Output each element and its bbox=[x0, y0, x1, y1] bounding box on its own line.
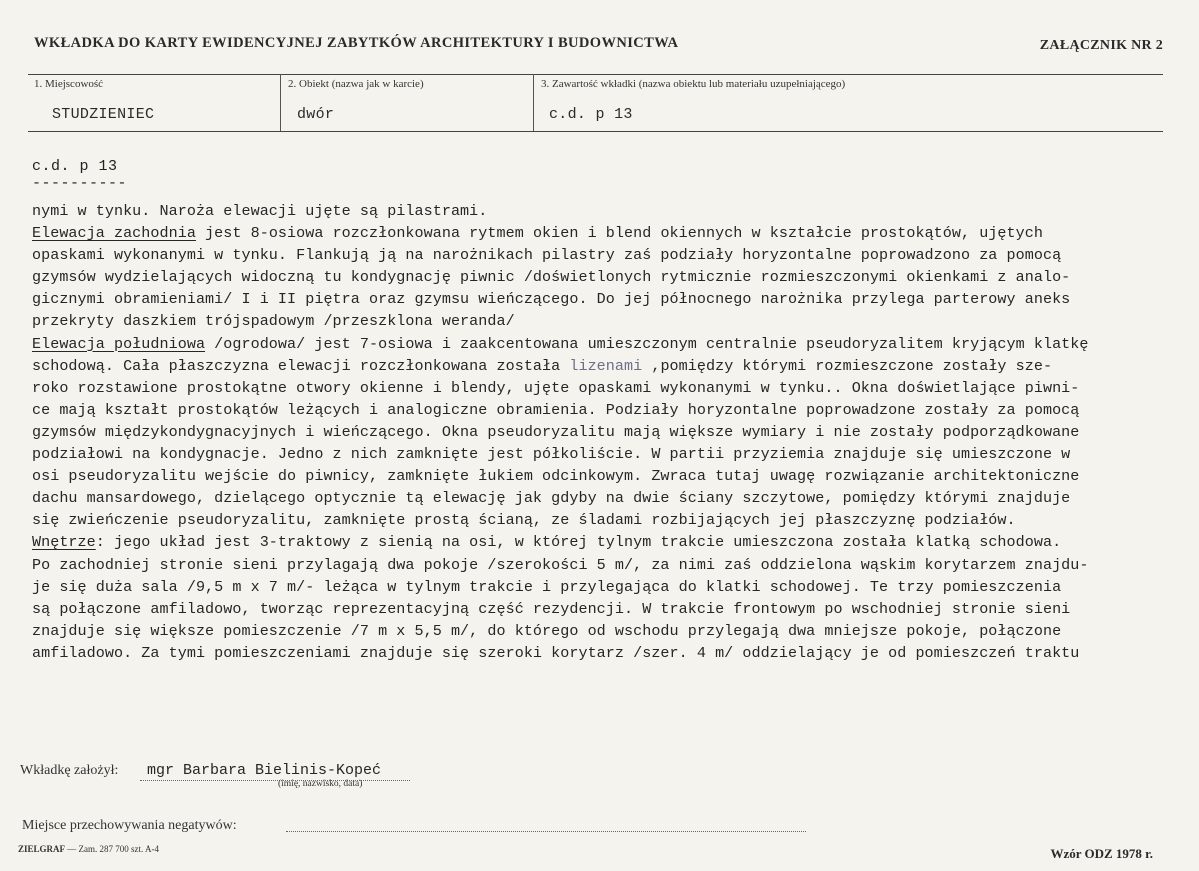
text-segment: dachu mansardowego, dzielącego optycznie tą elewację jak gdyby na dwie ściany szczytowe, pomiędzy którymi znajduje bbox=[32, 489, 1071, 508]
text-line bbox=[32, 266, 1192, 288]
locality-label: 1. Miejscowość bbox=[34, 78, 104, 90]
text-line bbox=[32, 244, 1192, 266]
negatives-dotted-line bbox=[286, 831, 806, 832]
text-segment: ce mają kształt prostokątów leżących i analogiczne obramienia. Podziały horyzontalne poprowadzone zostały za pomocą bbox=[32, 400, 1080, 419]
printer-imprint bbox=[18, 844, 159, 854]
object-value: dwór bbox=[297, 106, 335, 123]
text-segment: gzymsów wydzielających widoczną tu kondygnację piwnic /doświetlonych rytmicznie rozmieszczonymi okienkami z analo- bbox=[32, 268, 1071, 287]
text-line bbox=[32, 531, 1192, 553]
text-line bbox=[32, 288, 1192, 310]
text-segment: amfiladowo. Za tymi pomieszczeniami znajduje się szeroki korytarz /szer. 4 m/ oddzielający je od pomieszczeń traktu bbox=[32, 643, 1080, 662]
text-line bbox=[32, 642, 1192, 664]
text-segment: osi pseudoryzalitu wejście do piwnicy, zamknięte łukiem odcinkowym. Zwraca tutaj uwagę rozwiązanie architektoniczne bbox=[32, 467, 1080, 486]
attachment-number: ZAŁĄCZNIK NR 2 bbox=[1039, 38, 1163, 53]
text-segment: nymi w tynku. Naroża elewacji ujęte są pilastrami. bbox=[32, 202, 488, 220]
field-divider-1 bbox=[280, 74, 281, 131]
form-version: Wzór ODZ 1978 r. bbox=[1050, 846, 1153, 861]
text-segment: opaskami wykonanymi w tynku. Flankują ją na narożnikach pilastry zaś podziały horyzontalne poprowadzono za pomocą bbox=[32, 246, 1062, 265]
text-segment: gicznymi obramieniami/ I i II piętra oraz gzymsu wieńczącego. Do jej północnego narożnika przylega parterowy aneks bbox=[32, 290, 1071, 309]
text-line bbox=[32, 222, 1192, 244]
section-heading: Elewacja zachodnia bbox=[32, 224, 196, 243]
text-segment: ,pomiędzy którymi rozmieszczone zostały sze- bbox=[642, 356, 1053, 375]
text-segment: schodową. Cała płaszczyzna elewacji rozczłonkowana została bbox=[32, 356, 570, 375]
description-text bbox=[32, 200, 1192, 664]
header-top-rule bbox=[28, 74, 1163, 75]
text-segment: się zwieńczenie pseudoryzalitu, zamknięte prostą ścianą, ze śladami rozbijających jej płaszczyznę podziałów. bbox=[32, 511, 1016, 530]
text-segment: /ogrodowa/ jest 7-osiowa i zaakcentowana umieszczonym centralnie pseudoryzalitem kryjącym klatkę bbox=[205, 334, 1089, 353]
continuation-heading-underline: ---------- bbox=[32, 175, 128, 192]
author-dotted-line bbox=[140, 780, 410, 781]
insert-content-value: c.d. p 13 bbox=[549, 106, 633, 123]
text-line bbox=[32, 355, 1192, 377]
locality-value: STUDZIENIEC bbox=[52, 106, 155, 123]
section-heading: Elewacja południowa bbox=[32, 334, 206, 353]
form-title: WKŁADKA DO KARTY EWIDENCYJNEJ ZABYTKÓW ARCHITEKTURY I BUDOWNICTWA bbox=[34, 35, 679, 51]
text-line bbox=[32, 487, 1192, 509]
section-heading: Wnętrze bbox=[32, 533, 96, 552]
text-segment: lizenami bbox=[569, 356, 643, 375]
text-line bbox=[32, 620, 1192, 642]
text-segment: gzymsów międzykondygnacyjnych i wieńczącego. Okna pseudoryzalitu mają większe wymiary i nie zostały podporządkowane bbox=[32, 422, 1080, 441]
header-bottom-rule bbox=[28, 131, 1163, 132]
insert-content-label: 3. Zawartość wkładki (nazwa obiektu lub materiału uzupełniającego) bbox=[541, 78, 846, 90]
text-line bbox=[32, 576, 1192, 598]
text-segment: jest 8-osiowa rozczłonkowana rytmem okien i blend okiennych w kształcie prostokątów, ujętych bbox=[195, 224, 1043, 243]
text-segment: : jego układ jest 3-traktowy z sienią na osi, w której tylnym trakcie umieszczona została klatką schodowa. bbox=[95, 533, 1062, 552]
printer-name: ZIELGRAF bbox=[18, 844, 66, 854]
text-line bbox=[32, 333, 1192, 355]
printer-details: — Zam. 287 700 szt. A-4 bbox=[65, 844, 160, 854]
text-segment: znajduje się większe pomieszczenie /7 m x 5,5 m/, do którego od wschodu przylegają dwa mniejsze pokoje, połączone bbox=[32, 621, 1062, 640]
text-line bbox=[32, 509, 1192, 531]
text-segment: roko rozstawione prostokątne otwory okienne i blendy, ujęte opaskami wykonanymi w tynku.. Okna doświetlające piwni- bbox=[32, 378, 1080, 397]
text-line bbox=[32, 377, 1192, 399]
text-line bbox=[32, 598, 1192, 620]
author-caption: (imię, nazwisko, data) bbox=[278, 779, 363, 789]
text-line bbox=[32, 399, 1192, 421]
continuation-heading: c.d. p 13 bbox=[32, 158, 118, 175]
text-segment: są połączone amfiladowo, tworząc reprezentacyjną część rezydencji. W trakcie frontowym po wschodniej stronie sieni bbox=[32, 599, 1071, 618]
text-line bbox=[32, 554, 1192, 576]
text-segment: podziałowi na kondygnacje. Jedno z nich zamknięte jest półkoliście. W partii przyziemia znajduje się umieszczone w bbox=[32, 445, 1071, 464]
object-label: 2. Obiekt (nazwa jak w karcie) bbox=[288, 78, 424, 90]
text-line bbox=[32, 465, 1192, 487]
text-segment: przekryty daszkiem trójspadowym /przeszklona weranda/ bbox=[32, 312, 515, 331]
negatives-location-label: Miejsce przechowywania negatywów: bbox=[22, 818, 237, 833]
text-line bbox=[32, 443, 1192, 465]
field-divider-2 bbox=[533, 74, 534, 131]
author-name: mgr Barbara Bielinis-Kopeć bbox=[147, 762, 382, 779]
text-segment: Po zachodniej stronie sieni przylagają dwa pokoje /szerokości 5 m/, za nimi zaś oddzielona wąskim korytarzem znajdu- bbox=[32, 555, 1089, 574]
text-line bbox=[32, 310, 1192, 332]
author-label: Wkładkę założył: bbox=[20, 763, 119, 778]
text-line bbox=[32, 200, 1192, 222]
text-segment: je się duża sala /9,5 m x 7 m/- leżąca w tylnym trakcie i przylegająca do klatki schodowej. Te trzy pomieszczenia bbox=[32, 577, 1062, 596]
text-line bbox=[32, 421, 1192, 443]
